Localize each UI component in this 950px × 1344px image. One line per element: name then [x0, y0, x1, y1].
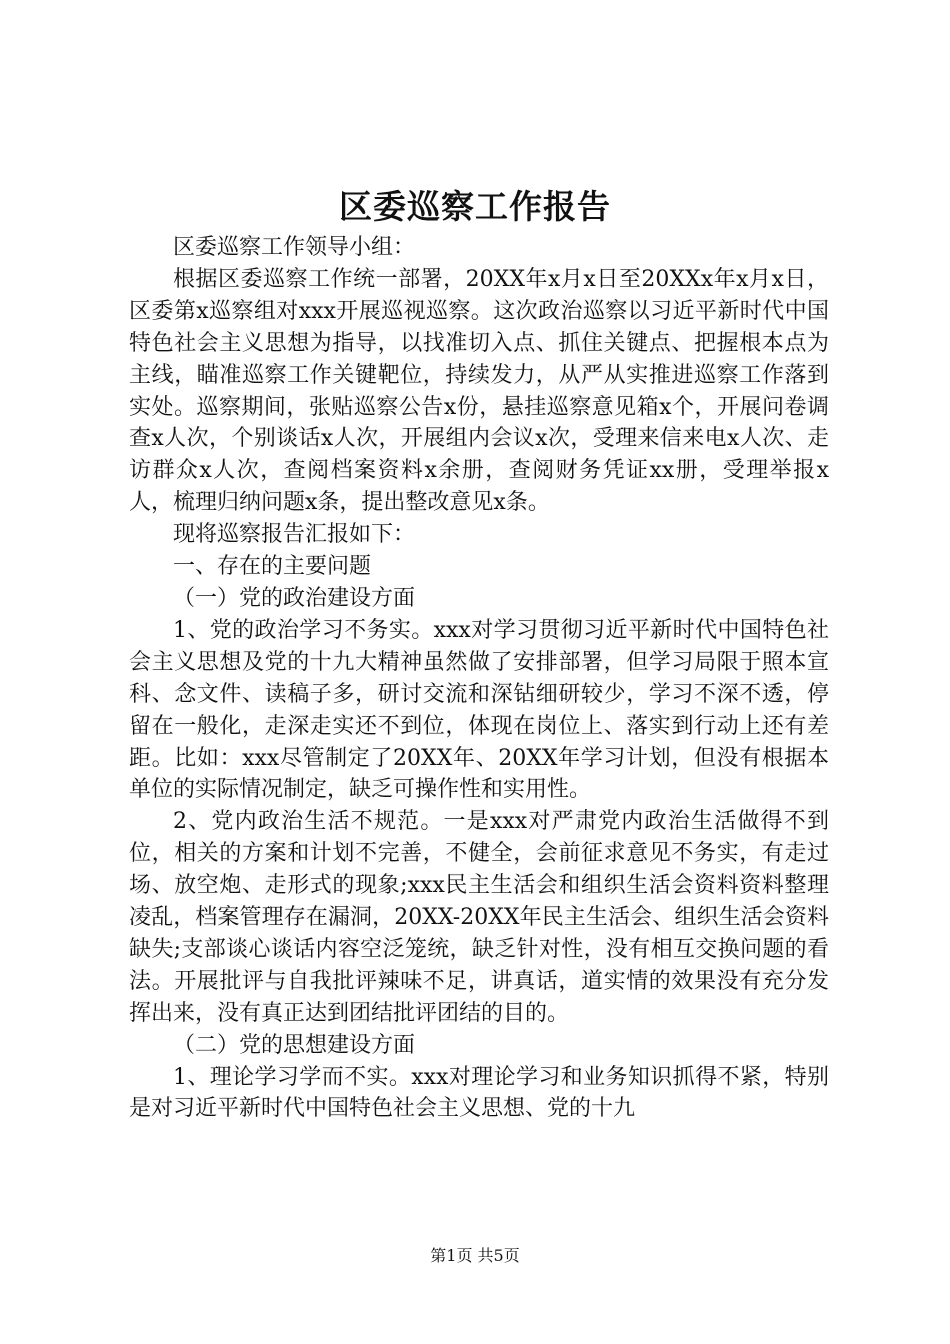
document-body [129, 232, 829, 1125]
paragraph-political-study: 1、党的政治学习不务实。xxx对学习贯彻习近平新时代中国特色社会主义思想及党的十九大精神虽然做了安排部署，但学习局限于照本宣科、念文件、读稿子多，研讨交流和深钻细研较少，学习不深不透，停留在一般化，走深走实还不到位，体现在岗位上、落实到行动上还有差距。比如：xxx尽管制定了20XX年、20XX年学习计划，但没有根据本单位的实际情况制定，缺乏可操作性和实用性。 [129, 617, 829, 803]
section-heading-main-problems: 一、存在的主要问题 [173, 554, 372, 580]
subsection-heading-ideological-building: （二）党的思想建设方面 [173, 1032, 416, 1058]
paragraph-party-political-life: 2、党内政治生活不规范。一是xxx对严肃党内政治生活做得不到位，相关的方案和计划不完善，不健全，会前征求意见不务实，有走过场、放空炮、走形式的现象;xxx民主生活会和组织生活会资料资料整理凌乱，档案管理存在漏洞，20XX-20XX年民主生活会、组织生活会资料缺失;支部谈心谈话内容空泛笼统，缺乏针对性，没有相互交换问题的看法。开展批评与自我批评辣味不足，讲真话，道实情的效果没有充分发挥出来，没有真正达到团结批评团结的目的。 [129, 809, 829, 1026]
page-footer: 第1页 共5页 [430, 1246, 520, 1265]
paragraph-intro: 根据区委巡察工作统一部署，20XX年x月x日至20XXx年x月x日，区委第x巡察组对xxx开展巡视巡察。这次政治巡察以习近平新时代中国特色社会主义思想为指导，以找准切入点、抓住关键点、把握根本点为主线，瞄准巡察工作关键靶位，持续发力，从严从实推进巡察工作落到实处。巡察期间，张贴巡察公告x份，悬挂巡察意见箱x个，开展问卷调查x人次，个别谈话x人次，开展组内会议x次，受理来信来电x人次、走访群众x人次，查阅档案资料x余册，查阅财务凭证xx册，受理举报x人，梳理归纳问题x条，提出整改意见x条。 [129, 266, 829, 516]
paragraph-report-lead: 现将巡察报告汇报如下： [173, 522, 416, 548]
subsection-heading-political-building: （一）党的政治建设方面 [173, 585, 416, 611]
paragraph-theory-study: 1、理论学习学而不实。xxx对理论学习和业务知识抓得不紧，特别是对习近平新时代中国特色社会主义思想、党的十九 [129, 1064, 829, 1122]
paragraph-salutation: 区委巡察工作领导小组： [173, 235, 416, 260]
document-title: 区委巡察工作报告 [339, 187, 611, 226]
